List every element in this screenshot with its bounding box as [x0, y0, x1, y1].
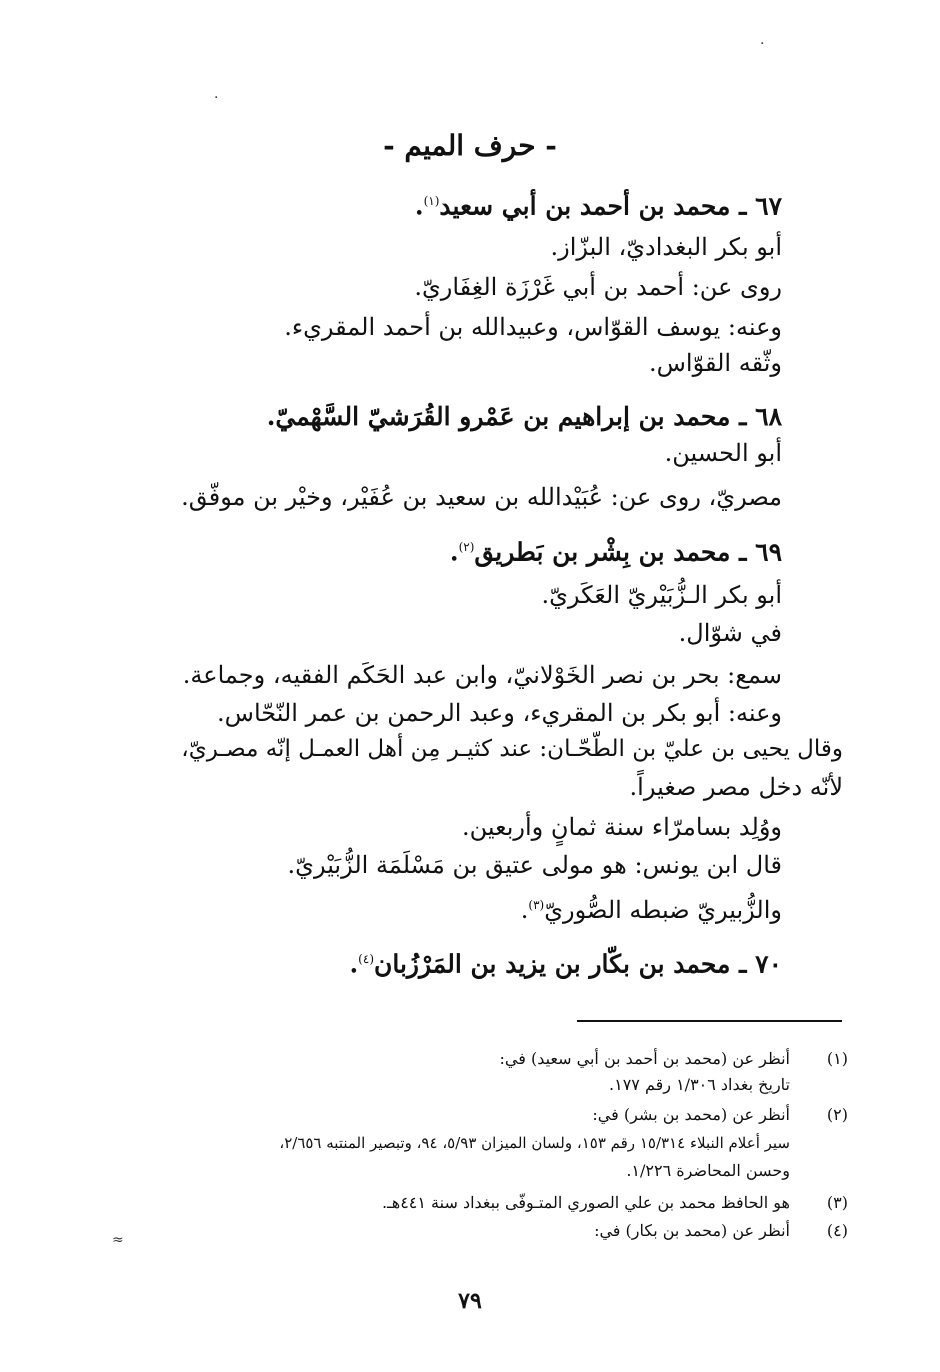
footnote-line: تاريخ بغداد ١/٣٠٦ رقم ١٧٧.: [609, 1075, 790, 1094]
scan-dot-icon: ·: [760, 36, 765, 52]
footnote-line: أنظر عن (محمد بن بكار) في:: [594, 1221, 790, 1240]
entry-heading-67: ٦٧ ـ محمد بن أحمد بن أبي سعيد$^{(١)}$.: [414, 191, 782, 221]
footnote-line: أنظر عن (محمد بن أحمد بن أبي سعيد) في:: [499, 1049, 790, 1068]
footnote-ref: (٢): [458, 540, 475, 554]
entry-line: مصريّ، روى عن: عُبَيْدالله بن سعيد بن عُفَيْر، وخيْر بن موفّق.: [181, 483, 782, 511]
footnote-line: هو الحافظ محمد بن علي الصوري المتـوفّى ببغداد سنة ٤٤١هـ.: [381, 1193, 790, 1212]
entry-line: روى عن: أحمد بن أبي غَرْزَة الغِفَاريّ.: [414, 273, 782, 301]
entry-line: لأنّه دخل مصر صغيراً.: [629, 773, 843, 801]
entry-line: ووُلِد بسامرّاء سنة ثمانٍ وأربعين.: [461, 813, 782, 841]
footnote-number: (٤): [826, 1221, 848, 1240]
section-title: - حرف الميم -: [383, 129, 557, 162]
entry-line: أبو بكر البغداديّ، البزّاز.: [550, 233, 782, 261]
entry-line: أبو بكر الـزُّبَيْريّ العَكَريّ.: [541, 581, 782, 609]
footnote-ref: (٣): [528, 898, 545, 912]
entry-line: قال ابن يونس: هو مولى عتيق بن مَسْلَمَة الزُّبَيْريّ.: [287, 851, 782, 879]
footnote-number: (١): [826, 1049, 848, 1068]
footnote-ref: (٤): [358, 952, 374, 966]
entry-heading-70: ٧٠ ـ محمد بن بكّار بن يزيد بن المَرْزُبان$^{(٤)}$.: [349, 949, 782, 979]
entry-line: وقال يحيى بن عليّ بن الطّحّـان: عند كثيـر مِن أهل العمـل إنّه مصـريّ،: [181, 736, 843, 762]
entry-line: والزُّبيريّ ضبطه الصُّوريّ$^{(٣)}$.: [520, 896, 782, 924]
entry-line: في شوّال.: [678, 619, 782, 647]
scan-mark-icon: ≈: [112, 1232, 124, 1248]
footnote-line: سير أعلام النبلاء ١٥/٣١٤ رقم ١٥٣، ولسان الميزان ٥/٩٣، ٩٤، وتبصير المنتبه ٢/٦٥٦،: [279, 1134, 790, 1152]
entry-heading-68: ٦٨ ـ محمد بن إبراهيم بن عَمْرو القُرَشيّ السَّهْميّ.: [266, 402, 782, 431]
entry-line: أبو الحسين.: [664, 439, 782, 467]
page-number: ٧٩: [458, 1288, 482, 1314]
footnote-line: أنظر عن (محمد بن بشر) في:: [592, 1105, 790, 1124]
entry-line: سمع: بحر بن نصر الخَوْلانيّ، وابن عبد الحَكَم الفقيه، وجماعة.: [182, 661, 782, 689]
footnote-number: (٢): [826, 1105, 848, 1124]
footnote-ref: (١): [423, 194, 440, 208]
entry-line: وثّقه القوّاس.: [648, 349, 782, 377]
scan-dot-icon: ·: [214, 90, 219, 106]
footnote-line: وحسن المحاضرة ١/٢٢٦.: [626, 1161, 790, 1180]
entry-line: وعنه: يوسف القوّاس، وعبيدالله بن أحمد المقريء.: [284, 313, 782, 341]
footnote-separator: [577, 1020, 842, 1022]
entry-line: وعنه: أبو بكر بن المقريء، وعبد الرحمن بن عمر النّحّاس.: [217, 699, 782, 727]
entry-heading-69: ٦٩ ـ محمد بن بِشْر بن بَطريق$^{(٢)}$.: [449, 537, 782, 567]
footnote-number: (٣): [826, 1193, 848, 1212]
